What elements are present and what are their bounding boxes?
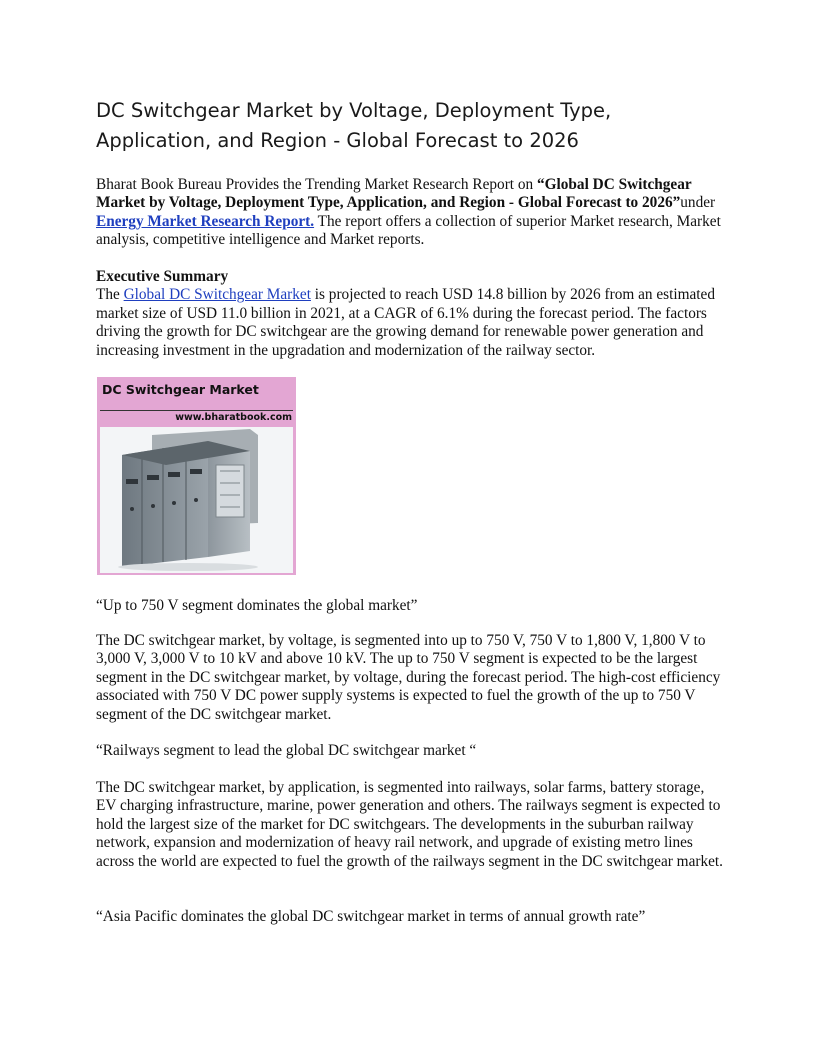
railways-section-heading: “Railways segment to lead the global DC switchgear market “ [96,742,477,759]
switchgear-banner-image [97,377,296,575]
exec-text-2: is projected to reach USD 14.8 billion by 2026 from an estimated market size of USD 11.0 billion in 2021, at a CAGR of 6.1% during the forecast period. The factors driving the growth for DC switchgear are the growing demand for renewable power generation and increasing investment in the upgradation and modernization of the railway sector. [96,286,715,359]
executive-summary [96,268,724,360]
intro-paragraph [96,176,724,250]
railways-section-paragraph: The DC switchgear market, by application, is segmented into railways, solar farms, battery storage, EV charging infrastructure, marine, power generation and others. The railways segment is expected to hold the largest size of the market for DC switchgears. The developments in the suburban railway network, expansion and modernization of heavy rail network, and upgrade of existing metro lines across the world are expected to fuel the growth of the railways segment in the DC switchgear market. [96,779,723,870]
voltage-section-paragraph: The DC switchgear market, by voltage, is segmented into up to 750 V, 750 V to 1,800 V, 1,800 V to 3,000 V, 3,000 V to 10 kV and above 10 kV. The up to 750 V segment is expected to be the largest segment in the DC switchgear market, by voltage, during the forecast period. The high-cost efficiency associated with 750 V DC power supply systems is expected to fuel the growth of the up to 750 V segment of the DC switchgear market. [96,632,721,723]
asia-pacific-section-heading: “Asia Pacific dominates the global DC switchgear market in terms of annual growth rate” [96,908,646,925]
page-title: DC Switchgear Market by Voltage, Deployment Type, Application, and Region - Global Forecast to 2026 [96,99,612,152]
executive-summary-heading: Executive Summary [96,268,229,285]
intro-text-3: The report offers a collection of superior Market research, Market analysis, competitive intelligence and Market reports. [96,212,721,249]
intro-text-1: Bharat Book Bureau Provides the Trending Market Research Report on [96,176,537,193]
banner-divider [100,410,293,411]
exec-text-1: The [96,286,124,304]
banner-url: www.bharatbook.com [175,412,292,423]
banner-heading: DC Switchgear Market [102,382,259,397]
report-title-bold: “Global DC Switchgear Market by Voltage, Deployment Type, Application, and Region - Global Forecast to 2026” [96,176,692,212]
switchgear-cabinet-illustration [100,427,293,573]
voltage-section-heading: “Up to 750 V segment dominates the global market” [96,597,418,614]
global-dc-switchgear-link[interactable]: Global DC Switchgear Market [123,286,311,304]
energy-report-link[interactable]: Energy Market Research Report. [96,212,315,230]
intro-text-2: under [680,194,716,212]
